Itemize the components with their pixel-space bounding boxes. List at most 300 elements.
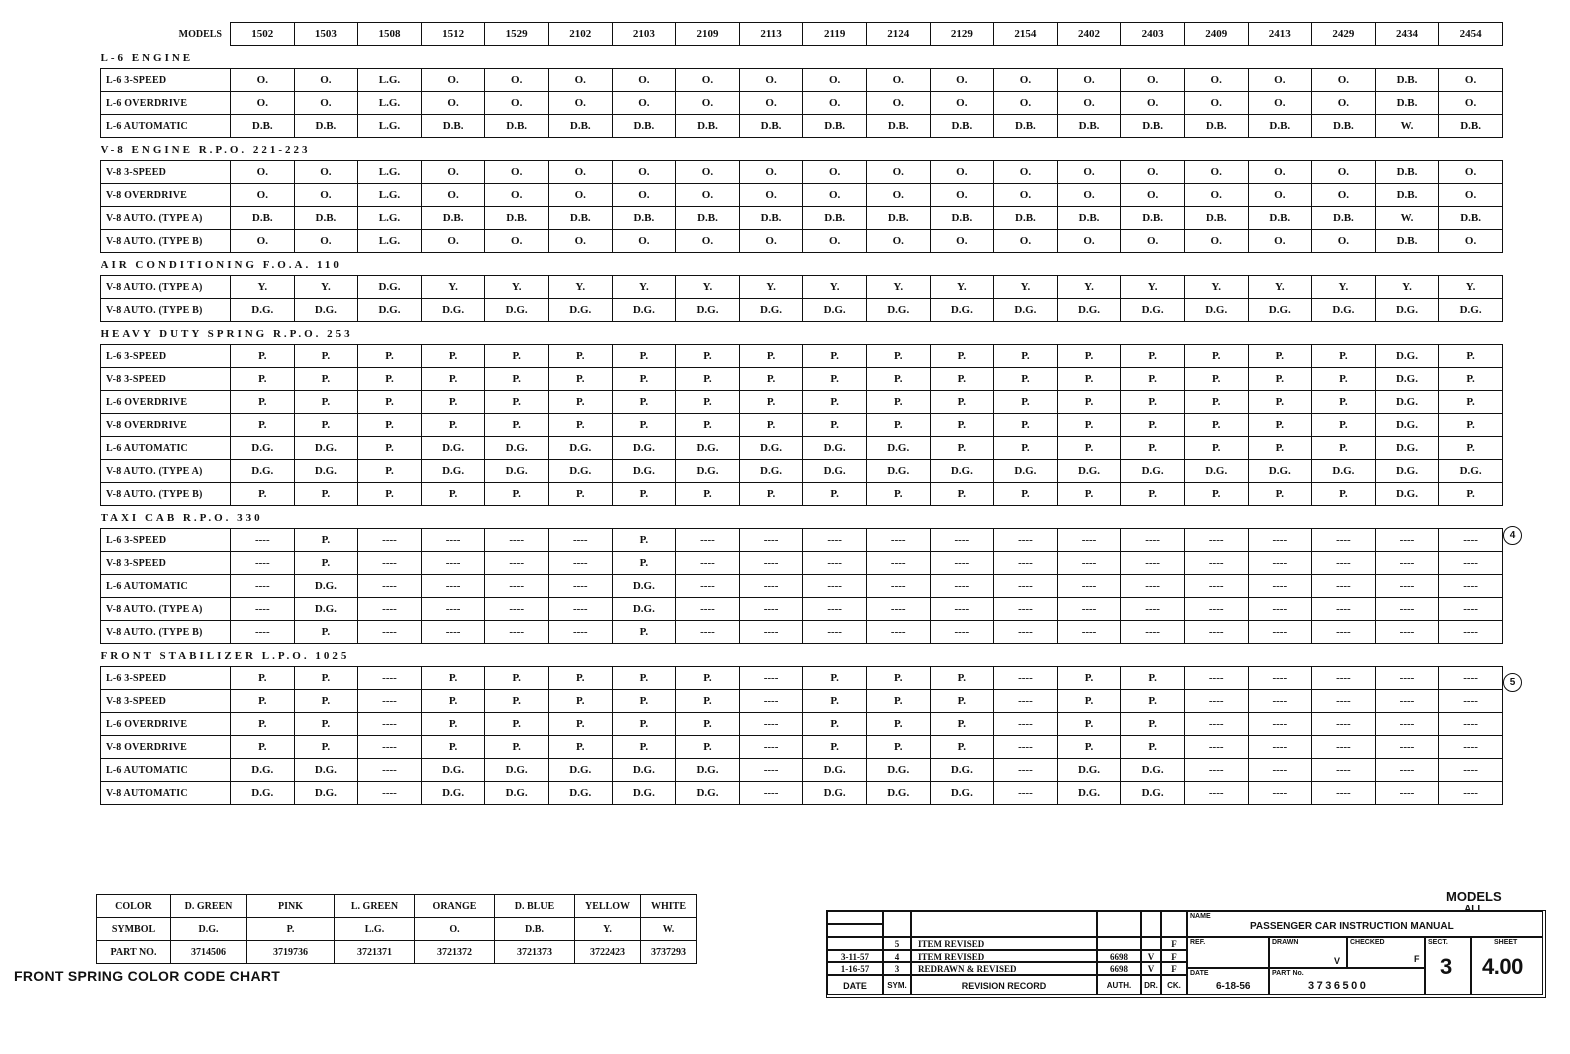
color-chart-cell: YELLOW xyxy=(575,895,641,918)
spring-code-cell: ---- xyxy=(1121,621,1185,644)
spring-code-cell: ---- xyxy=(421,598,485,621)
spring-code-cell: Y. xyxy=(930,276,994,299)
spring-code-cell: P. xyxy=(485,414,549,437)
spring-code-cell: L.G. xyxy=(358,184,422,207)
spring-code-cell: P. xyxy=(930,345,994,368)
spring-code-cell: O. xyxy=(1184,230,1248,253)
spring-code-cell: P. xyxy=(358,345,422,368)
spring-code-cell: ---- xyxy=(1184,621,1248,644)
section-title: AIR CONDITIONING F.O.A. 110 xyxy=(100,259,342,271)
spring-code-cell: ---- xyxy=(1312,782,1376,805)
sheet-cell xyxy=(1471,937,1543,995)
spring-code-cell: D.B. xyxy=(548,115,612,138)
spring-code-cell: O. xyxy=(994,230,1058,253)
spring-code-cell: D.G. xyxy=(485,437,549,460)
spring-code-cell: P. xyxy=(1057,391,1121,414)
spring-code-cell: D.B. xyxy=(231,115,295,138)
spring-code-cell: O. xyxy=(421,184,485,207)
spring-code-cell: P. xyxy=(612,713,676,736)
spring-code-cell: D.G. xyxy=(485,460,549,483)
spring-code-cell: P. xyxy=(1121,713,1185,736)
spring-code-cell: P. xyxy=(866,690,930,713)
spring-code-cell: P. xyxy=(1057,437,1121,460)
spring-code-cell: D.G. xyxy=(1057,759,1121,782)
spring-code-cell: ---- xyxy=(994,713,1058,736)
spring-code-cell: O. xyxy=(231,161,295,184)
spring-code-cell: D.B. xyxy=(994,207,1058,230)
blank-cell xyxy=(827,924,883,937)
spring-code-cell: ---- xyxy=(1375,529,1439,552)
spring-code-cell: P. xyxy=(930,483,994,506)
spring-code-cell: O. xyxy=(421,92,485,115)
row-label: V-8 AUTO. (TYPE A) xyxy=(101,207,231,230)
spring-code-cell: P. xyxy=(1312,483,1376,506)
spring-code-cell: P. xyxy=(612,414,676,437)
spring-code-cell: D.B. xyxy=(485,115,549,138)
spring-code-cell: P. xyxy=(676,736,740,759)
spring-code-cell: ---- xyxy=(231,621,295,644)
model-number-header: 1529 xyxy=(485,23,549,46)
spring-code-cell: P. xyxy=(994,483,1058,506)
spring-code-cell: ---- xyxy=(1375,598,1439,621)
model-number-header: 2103 xyxy=(612,23,676,46)
spring-code-cell: ---- xyxy=(548,552,612,575)
model-number-header: 2403 xyxy=(1121,23,1185,46)
spring-code-cell: ---- xyxy=(994,621,1058,644)
section-heading-row xyxy=(101,138,1503,161)
spring-code-cell: ---- xyxy=(421,529,485,552)
spring-code-cell: P. xyxy=(612,345,676,368)
spring-code-cell: ---- xyxy=(803,529,867,552)
spring-code-cell: D.G. xyxy=(421,782,485,805)
section-heading-row xyxy=(101,46,1503,69)
row-label: V-8 3-SPEED xyxy=(101,552,231,575)
color-chart-cell: O. xyxy=(415,918,495,941)
spring-code-cell: D.G. xyxy=(803,759,867,782)
row-label: V-8 AUTO. (TYPE A) xyxy=(101,598,231,621)
spring-code-cell: P. xyxy=(231,736,295,759)
header-date: DATE xyxy=(827,975,883,995)
spring-code-cell: D.B. xyxy=(803,207,867,230)
spring-code-cell: O. xyxy=(1248,184,1312,207)
spring-code-cell: D.G. xyxy=(231,782,295,805)
part-label: PART No. xyxy=(1272,970,1304,977)
part-value: 3736500 xyxy=(1308,980,1369,992)
spring-code-cell: P. xyxy=(358,460,422,483)
spring-code-cell: D.G. xyxy=(676,460,740,483)
row-label: L-6 AUTOMATIC xyxy=(101,115,231,138)
spring-code-cell: P. xyxy=(1312,345,1376,368)
spring-code-cell: D.G. xyxy=(1312,460,1376,483)
spring-code-cell: O. xyxy=(548,161,612,184)
spring-code-cell: D.G. xyxy=(1375,299,1439,322)
spring-code-cell: ---- xyxy=(1121,529,1185,552)
spring-code-cell: ---- xyxy=(1439,621,1503,644)
color-chart-cell: 3721371 xyxy=(335,941,415,964)
spring-code-cell: D.B. xyxy=(1312,115,1376,138)
spring-code-cell: P. xyxy=(612,368,676,391)
name-value: PASSENGER CAR INSTRUCTION MANUAL xyxy=(1250,921,1454,932)
spring-code-cell: O. xyxy=(1312,92,1376,115)
spring-code-cell: O. xyxy=(994,184,1058,207)
spring-code-cell: P. xyxy=(1184,414,1248,437)
spring-code-cell: D.G. xyxy=(548,299,612,322)
color-chart-row xyxy=(97,941,697,964)
spring-code-cell: P. xyxy=(1184,391,1248,414)
table-row xyxy=(101,598,1503,621)
row-label: V-8 AUTO. (TYPE B) xyxy=(101,621,231,644)
revision-sym: 3 xyxy=(883,962,911,975)
spring-code-cell: P. xyxy=(1121,345,1185,368)
spring-code-cell: P. xyxy=(421,690,485,713)
sheet-label: SHEET xyxy=(1494,939,1518,946)
spring-code-cell: ---- xyxy=(930,575,994,598)
spring-code-cell: P. xyxy=(866,345,930,368)
spring-code-cell: ---- xyxy=(358,621,422,644)
spring-code-cell: P. xyxy=(1312,368,1376,391)
spring-code-cell: O. xyxy=(1121,230,1185,253)
revision-marker-5: 5 xyxy=(1503,673,1522,692)
ref-label: REF. xyxy=(1190,939,1206,946)
spring-code-cell: P. xyxy=(866,414,930,437)
spring-code-cell: D.G. xyxy=(421,299,485,322)
table-row xyxy=(101,690,1503,713)
spring-code-cell: P. xyxy=(676,345,740,368)
spring-code-cell: P. xyxy=(739,368,803,391)
spring-code-cell: D.G. xyxy=(930,782,994,805)
spring-code-cell: P. xyxy=(548,414,612,437)
section-heading-row xyxy=(101,506,1503,529)
spring-code-cell: Y. xyxy=(739,276,803,299)
spring-code-cell: D.B. xyxy=(676,115,740,138)
spring-code-cell: ---- xyxy=(1312,575,1376,598)
color-chart-cell: Y. xyxy=(575,918,641,941)
spring-code-cell: P. xyxy=(676,368,740,391)
color-chart-cell: PINK xyxy=(247,895,335,918)
spring-code-cell: P. xyxy=(1057,690,1121,713)
spring-code-cell: ---- xyxy=(803,598,867,621)
spring-code-cell: D.G. xyxy=(866,460,930,483)
table-row xyxy=(101,92,1503,115)
spring-code-cell: O. xyxy=(1057,230,1121,253)
spring-code-cell: D.B. xyxy=(612,207,676,230)
model-number-header: 1512 xyxy=(421,23,485,46)
spring-code-cell: ---- xyxy=(1375,621,1439,644)
spring-code-cell: O. xyxy=(612,161,676,184)
spring-code-cell: D.G. xyxy=(358,276,422,299)
spring-code-cell: ---- xyxy=(803,575,867,598)
spring-code-cell: P. xyxy=(739,414,803,437)
spring-code-cell: O. xyxy=(294,161,358,184)
ref-cell xyxy=(1187,937,1269,968)
spring-code-cell: ---- xyxy=(1312,690,1376,713)
spring-code-cell: P. xyxy=(485,667,549,690)
spring-code-cell: P. xyxy=(1121,690,1185,713)
spring-code-cell: P. xyxy=(1121,483,1185,506)
section-title: FRONT STABILIZER L.P.O. 1025 xyxy=(100,650,350,662)
spring-code-cell: ---- xyxy=(739,529,803,552)
spring-code-cell: ---- xyxy=(739,552,803,575)
spring-code-cell: D.B. xyxy=(1184,115,1248,138)
color-chart-row-label: SYMBOL xyxy=(97,918,171,941)
drawn-value: V xyxy=(1334,956,1341,966)
spring-code-cell: P. xyxy=(231,391,295,414)
spring-code-cell: D.G. xyxy=(358,299,422,322)
model-number-header: 2119 xyxy=(803,23,867,46)
spring-code-cell: P. xyxy=(548,345,612,368)
spring-code-cell: O. xyxy=(548,69,612,92)
spring-code-cell: ---- xyxy=(1312,759,1376,782)
revision-ck: F xyxy=(1161,937,1187,950)
spring-code-cell: ---- xyxy=(739,759,803,782)
spring-code-cell: D.B. xyxy=(930,115,994,138)
spring-code-cell: P. xyxy=(612,552,676,575)
spring-code-cell: D.B. xyxy=(1121,115,1185,138)
spring-code-cell: D.G. xyxy=(421,437,485,460)
spring-code-cell: Y. xyxy=(1184,276,1248,299)
spring-code-cell: D.G. xyxy=(1375,483,1439,506)
spring-code-cell: D.G. xyxy=(612,460,676,483)
spring-code-cell: D.G. xyxy=(866,759,930,782)
row-label: L-6 3-SPEED xyxy=(101,529,231,552)
spring-code-cell: ---- xyxy=(1248,759,1312,782)
color-chart-cell: W. xyxy=(641,918,697,941)
row-label: L-6 AUTOMATIC xyxy=(101,437,231,460)
spring-code-cell: P. xyxy=(676,414,740,437)
spring-code-cell: ---- xyxy=(739,713,803,736)
revision-auth xyxy=(1097,937,1141,950)
spring-code-cell: O. xyxy=(1248,92,1312,115)
spring-code-cell: O. xyxy=(231,69,295,92)
row-label: V-8 OVERDRIVE xyxy=(101,414,231,437)
spring-code-cell: P. xyxy=(294,483,358,506)
spring-code-cell: ---- xyxy=(1312,529,1376,552)
spring-code-cell: ---- xyxy=(676,621,740,644)
spring-code-cell: ---- xyxy=(485,529,549,552)
spring-code-cell: O. xyxy=(803,184,867,207)
spring-code-cell: D.G. xyxy=(866,782,930,805)
row-label: V-8 AUTO. (TYPE A) xyxy=(101,460,231,483)
spring-code-cell: O. xyxy=(612,92,676,115)
spring-code-cell: P. xyxy=(612,391,676,414)
table-row xyxy=(101,552,1503,575)
spring-code-cell: ---- xyxy=(1312,667,1376,690)
table-row xyxy=(101,736,1503,759)
spring-code-cell: D.B. xyxy=(1439,207,1503,230)
spring-code-cell: O. xyxy=(803,230,867,253)
row-label: L-6 OVERDRIVE xyxy=(101,713,231,736)
spring-code-cell: P. xyxy=(485,690,549,713)
spring-code-cell: O. xyxy=(1184,161,1248,184)
models-heading: MODELS xyxy=(1446,889,1502,904)
section-heading-row xyxy=(101,253,1503,276)
row-label: V-8 3-SPEED xyxy=(101,690,231,713)
spring-code-cell: D.G. xyxy=(1057,460,1121,483)
spring-code-cell: O. xyxy=(231,230,295,253)
color-chart-cell: ORANGE xyxy=(415,895,495,918)
spring-code-cell: ---- xyxy=(231,598,295,621)
color-chart-cell: D.G. xyxy=(171,918,247,941)
color-chart-title: FRONT SPRING COLOR CODE CHART xyxy=(14,968,281,984)
spring-code-cell: ---- xyxy=(866,552,930,575)
name-label: NAME xyxy=(1190,913,1211,920)
color-chart-cell: L. GREEN xyxy=(335,895,415,918)
spring-code-cell: O. xyxy=(1248,230,1312,253)
section-heading-row xyxy=(101,644,1503,667)
spring-code-cell: ---- xyxy=(1312,713,1376,736)
spring-code-cell: O. xyxy=(612,230,676,253)
spring-code-cell: ---- xyxy=(358,598,422,621)
models-value: ALL xyxy=(1464,904,1484,915)
spring-code-cell: D.G. xyxy=(1057,782,1121,805)
spring-code-cell: P. xyxy=(1312,391,1376,414)
spring-code-cell: P. xyxy=(803,736,867,759)
row-label: V-8 AUTO. (TYPE B) xyxy=(101,483,231,506)
spring-code-cell: D.G. xyxy=(485,759,549,782)
spring-code-cell: D.B. xyxy=(548,207,612,230)
spring-code-cell: ---- xyxy=(1184,552,1248,575)
spring-code-cell: O. xyxy=(1184,92,1248,115)
spring-code-cell: D.B. xyxy=(421,207,485,230)
spring-code-cell: D.G. xyxy=(739,437,803,460)
spring-code-cell: P. xyxy=(1248,483,1312,506)
spring-code-cell: D.G. xyxy=(548,460,612,483)
spring-code-cell: P. xyxy=(930,437,994,460)
spring-code-cell: D.B. xyxy=(421,115,485,138)
spring-code-cell: ---- xyxy=(1312,621,1376,644)
spring-code-cell: O. xyxy=(231,184,295,207)
spring-code-cell: Y. xyxy=(1439,276,1503,299)
spring-code-cell: ---- xyxy=(866,621,930,644)
spring-code-cell: D.G. xyxy=(1057,299,1121,322)
spring-code-cell: O. xyxy=(866,69,930,92)
header-ck: CK. xyxy=(1161,975,1187,995)
spring-code-cell: D.G. xyxy=(1375,345,1439,368)
spring-code-cell: ---- xyxy=(1248,552,1312,575)
spring-code-cell: O. xyxy=(739,184,803,207)
header-dr: DR. xyxy=(1141,975,1161,995)
spring-code-cell: L.G. xyxy=(358,69,422,92)
spring-code-cell: P. xyxy=(294,529,358,552)
model-number-header: 2429 xyxy=(1312,23,1376,46)
spring-code-cell: P. xyxy=(1312,437,1376,460)
spring-code-cell: ---- xyxy=(1439,529,1503,552)
spring-code-cell: D.B. xyxy=(1439,115,1503,138)
spring-code-cell: P. xyxy=(231,368,295,391)
spring-code-cell: Y. xyxy=(1248,276,1312,299)
spring-code-cell: D.G. xyxy=(294,598,358,621)
spring-code-cell: O. xyxy=(676,69,740,92)
header-revision-record: REVISION RECORD xyxy=(911,975,1097,995)
row-label: L-6 3-SPEED xyxy=(101,667,231,690)
color-chart-row xyxy=(97,918,697,941)
spring-code-cell: D.B. xyxy=(1248,207,1312,230)
revision-date xyxy=(827,937,883,950)
spring-code-cell: O. xyxy=(930,184,994,207)
color-chart-cell: WHITE xyxy=(641,895,697,918)
spring-code-cell: P. xyxy=(803,667,867,690)
spring-code-cell: ---- xyxy=(485,621,549,644)
spring-code-cell: P. xyxy=(548,391,612,414)
spring-code-cell: O. xyxy=(994,92,1058,115)
spring-code-cell: O. xyxy=(1057,161,1121,184)
spring-code-cell: Y. xyxy=(231,276,295,299)
spring-code-cell: ---- xyxy=(1439,575,1503,598)
spring-code-cell: O. xyxy=(485,92,549,115)
spring-code-cell: P. xyxy=(1248,345,1312,368)
spring-code-cell: P. xyxy=(421,368,485,391)
spring-code-cell: ---- xyxy=(866,529,930,552)
spring-code-cell: P. xyxy=(612,621,676,644)
spring-code-cell: ---- xyxy=(994,690,1058,713)
spring-code-cell: P. xyxy=(930,368,994,391)
spring-code-cell: ---- xyxy=(1248,621,1312,644)
spring-code-cell: ---- xyxy=(739,667,803,690)
part-number-cell xyxy=(1269,968,1425,995)
spring-code-cell: P. xyxy=(803,713,867,736)
spring-code-cell: ---- xyxy=(1184,713,1248,736)
spring-code-cell: P. xyxy=(1057,414,1121,437)
spring-code-cell: P. xyxy=(1184,345,1248,368)
spring-code-cell: P. xyxy=(1121,414,1185,437)
spring-code-cell: ---- xyxy=(739,598,803,621)
spring-code-cell: ---- xyxy=(739,575,803,598)
spring-code-cell: O. xyxy=(421,69,485,92)
spring-code-cell: D.G. xyxy=(994,299,1058,322)
spring-code-cell: O. xyxy=(1439,230,1503,253)
spring-code-cell: P. xyxy=(866,736,930,759)
spring-code-cell: D.G. xyxy=(1312,299,1376,322)
spring-code-cell: Y. xyxy=(676,276,740,299)
row-label: L-6 3-SPEED xyxy=(101,69,231,92)
spring-code-cell: ---- xyxy=(1312,552,1376,575)
color-chart-cell: 3737293 xyxy=(641,941,697,964)
spring-code-cell: O. xyxy=(1312,184,1376,207)
spring-code-cell: P. xyxy=(994,414,1058,437)
color-chart-cell: 3721372 xyxy=(415,941,495,964)
spring-code-cell: D.G. xyxy=(612,299,676,322)
spring-code-cell: Y. xyxy=(1375,276,1439,299)
spring-code-cell: Y. xyxy=(1121,276,1185,299)
spring-code-cell: L.G. xyxy=(358,161,422,184)
spring-code-cell: D.G. xyxy=(548,437,612,460)
spring-code-cell: Y. xyxy=(866,276,930,299)
spring-code-cell: D.B. xyxy=(1375,184,1439,207)
spring-code-cell: P. xyxy=(803,345,867,368)
spring-code-cell: O. xyxy=(1057,184,1121,207)
spring-code-cell: P. xyxy=(1439,437,1503,460)
spring-code-cell: D.G. xyxy=(739,460,803,483)
spring-code-cell: O. xyxy=(294,92,358,115)
spring-code-cell: L.G. xyxy=(358,230,422,253)
spring-code-cell: O. xyxy=(866,92,930,115)
row-label: V-8 AUTOMATIC xyxy=(101,782,231,805)
spring-code-cell: D.B. xyxy=(294,207,358,230)
spring-code-cell: P. xyxy=(1121,437,1185,460)
revision-dr: V xyxy=(1141,962,1161,975)
spring-code-cell: ---- xyxy=(1184,736,1248,759)
spring-code-cell: O. xyxy=(866,184,930,207)
spring-code-cell: P. xyxy=(1121,667,1185,690)
drawn-cell xyxy=(1269,937,1347,968)
spring-code-cell: O. xyxy=(676,230,740,253)
model-number-header: 2454 xyxy=(1439,23,1503,46)
section-title: HEAVY DUTY SPRING R.P.O. 253 xyxy=(100,328,353,340)
blank-cell xyxy=(1141,911,1161,937)
color-chart-cell: 3714506 xyxy=(171,941,247,964)
color-chart-cell: L.G. xyxy=(335,918,415,941)
color-chart-cell: 3719736 xyxy=(247,941,335,964)
